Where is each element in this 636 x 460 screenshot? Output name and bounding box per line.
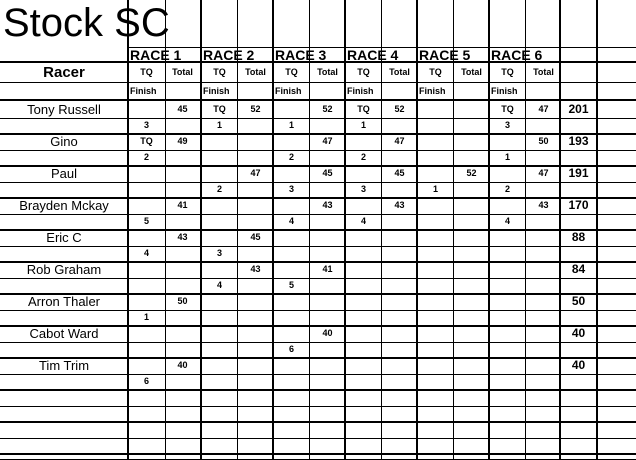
tq-cell [417,260,454,278]
tq-cell [417,356,454,374]
tq-cell [273,100,310,118]
row-gridline [0,118,636,119]
finish-cell [417,150,454,164]
race-total-cell [238,356,273,374]
row-gridline [0,214,636,215]
finish-cell: 2 [504,184,510,194]
race-total-cell: 43 [394,200,405,210]
total-column-header: Total [317,67,338,77]
race-header: RACE 3 [275,47,327,62]
total-column-header: Total [533,67,554,77]
row-gridline [0,150,636,151]
tq-cell [345,228,382,246]
race-total-cell: 52 [322,104,333,114]
finish-cell: 5 [143,216,149,226]
race-total-cell: 47 [538,168,549,178]
total-column-header: Total [389,67,410,77]
finish-cell: 2 [216,184,222,194]
race-total-cell [526,260,561,278]
finish-cell [417,374,454,388]
points-total: 84 [571,262,586,276]
tq-cell [201,292,238,310]
tq-column-header: TQ [213,67,226,77]
tq-cell [201,196,238,214]
finish-cell [273,374,310,388]
race-header: RACE 2 [203,47,255,62]
tq-cell [345,132,382,150]
tq-cell [345,292,382,310]
finish-cell: 3 [504,120,510,130]
race-total-cell [382,356,417,374]
finish-cell [201,374,238,388]
race-total-cell: 45 [394,168,405,178]
finish-column-header: Finish [275,86,302,96]
race-total-cell [382,228,417,246]
racer-name: Arron Thaler [27,293,100,309]
finish-cell: 3 [288,184,294,194]
finish-cell: 2 [143,152,149,162]
finish-cell [345,246,382,260]
tq-cell [489,164,526,182]
racer-name: Eric C [46,229,82,245]
tq-cell [417,228,454,246]
finish-cell: 1 [288,120,294,130]
tq-cell [201,228,238,246]
race-total-cell: 47 [538,104,549,114]
finish-cell: 4 [143,248,149,258]
finish-cell [201,310,238,324]
race-header: RACE 5 [419,47,471,62]
row-border-thick [0,389,636,391]
race-total-cell [526,324,561,342]
finish-cell: 4 [216,280,222,290]
finish-cell: 2 [288,152,294,162]
points-total: 191 [568,166,589,180]
racer-name: Rob Graham [26,261,102,277]
tq-cell [201,324,238,342]
finish-cell: 4 [504,216,510,226]
finish-cell: 3 [143,120,149,130]
finish-cell [128,182,165,196]
row-border-thick [0,421,636,423]
race-total-cell: 52 [250,104,261,114]
tq-cell [273,260,310,278]
finish-cell [345,310,382,324]
race-total-cell: 40 [177,360,188,370]
tq-cell [128,228,165,246]
race-total-cell [454,292,489,310]
finish-column-header: Finish [203,86,230,96]
race-total-cell [454,228,489,246]
row-gridline [0,182,636,183]
race-total-cell [454,260,489,278]
total-column-header: Total [172,67,193,77]
race-total-cell [238,324,273,342]
race-total-cell [454,324,489,342]
points-total: 201 [568,102,589,116]
race-total-cell [382,260,417,278]
finish-cell [417,310,454,324]
finish-cell [345,278,382,292]
tq-column-header: TQ [285,67,298,77]
race-total-cell [310,228,345,246]
finish-cell: 5 [288,280,294,290]
race-total-cell [382,324,417,342]
row-gridline [0,278,636,279]
row-gridline [0,406,636,407]
tq-cell [201,132,238,150]
race-total-cell [238,196,273,214]
race-header: RACE 4 [347,47,399,62]
finish-cell [273,246,310,260]
race-total-cell: 43 [538,200,549,210]
tq-cell [345,260,382,278]
finish-cell [489,246,526,260]
tq-cell: TQ [357,104,370,114]
race-total-cell [454,356,489,374]
racer-name: Cabot Ward [29,325,99,341]
race-total-cell: 49 [177,136,188,146]
race-header: RACE 1 [130,47,182,62]
tq-cell [128,100,165,118]
tq-cell [345,356,382,374]
tq-cell [417,324,454,342]
race-total-cell [238,132,273,150]
tq-column-header: TQ [357,67,370,77]
points-total: 170 [568,198,589,212]
finish-cell [128,278,165,292]
race-total-cell: 41 [322,264,333,274]
finish-column-header: Finish [347,86,374,96]
tq-cell [128,260,165,278]
finish-cell: 6 [288,344,294,354]
tq-cell [273,356,310,374]
racer-name: Tim Trim [38,357,90,373]
racer-name: Brayden Mckay [19,197,109,213]
tq-cell [489,324,526,342]
race-total-cell [238,292,273,310]
tq-cell [128,324,165,342]
finish-cell: 2 [360,152,366,162]
row-gridline [0,246,636,247]
tq-cell [273,196,310,214]
points-total: 40 [571,358,586,372]
tq-cell [489,228,526,246]
race-total-cell: 47 [322,136,333,146]
race-total-cell [526,292,561,310]
points-total: 50 [571,294,586,308]
race-total-cell: 45 [177,104,188,114]
tq-cell [489,132,526,150]
tq-cell [417,292,454,310]
tq-column-header: TQ [429,67,442,77]
tq-cell [273,324,310,342]
tq-cell: TQ [140,136,153,146]
race-total-cell: 45 [250,232,261,242]
tq-cell [489,196,526,214]
race-total-cell [454,100,489,118]
race-total-cell [454,196,489,214]
race-total-cell [165,324,200,342]
race-total-cell [526,228,561,246]
finish-cell: 1 [504,152,510,162]
finish-cell [201,214,238,228]
tq-cell [201,260,238,278]
race-total-cell: 52 [394,104,405,114]
tq-cell [201,356,238,374]
race-total-cell: 50 [538,136,549,146]
sheet-title: Stock SC [3,1,170,45]
tq-cell [489,292,526,310]
tq-cell [128,356,165,374]
row-gridline [0,438,636,439]
finish-column-header: Finish [419,86,446,96]
race-total-cell [382,292,417,310]
finish-cell [417,278,454,292]
tq-cell: TQ [213,104,226,114]
race-total-cell [454,132,489,150]
finish-cell: 6 [143,376,149,386]
tq-cell [273,292,310,310]
finish-cell: 1 [360,120,366,130]
tq-cell [417,196,454,214]
finish-cell: 1 [143,312,149,322]
finish-cell [201,342,238,356]
race-total-cell: 47 [394,136,405,146]
row-gridline [0,374,636,375]
finish-column-header: Finish [130,86,157,96]
race-total-cell [165,260,200,278]
finish-cell [417,342,454,356]
finish-cell: 3 [360,184,366,194]
row-border-thick [0,453,636,455]
tq-cell [417,164,454,182]
race-total-cell: 43 [250,264,261,274]
tq-cell [345,164,382,182]
race-total-cell: 43 [322,200,333,210]
points-total: 40 [571,326,586,340]
tq-cell [489,260,526,278]
racer-name: Tony Russell [27,101,101,117]
total-column-header: Total [461,67,482,77]
racer-name: Paul [50,165,78,181]
tq-cell [273,132,310,150]
finish-cell: 1 [216,120,222,130]
race-total-cell: 50 [177,296,188,306]
race-total-cell: 41 [177,200,188,210]
tq-column-header: TQ [140,67,153,77]
total-column-header: Total [245,67,266,77]
race-total-cell [310,292,345,310]
tq-column-header: TQ [501,67,514,77]
finish-cell [417,246,454,260]
finish-cell [128,342,165,356]
race-total-cell [310,356,345,374]
race-total-cell: 45 [322,168,333,178]
finish-column-header: Finish [491,86,518,96]
race-total-cell: 43 [177,232,188,242]
race-total-cell [526,356,561,374]
racer-name: Gino [50,133,78,149]
finish-cell [201,150,238,164]
finish-cell [489,310,526,324]
finish-cell [273,310,310,324]
race-total-cell: 47 [250,168,261,178]
row-gridline [0,342,636,343]
race-total-cell: 40 [322,328,333,338]
finish-cell [345,342,382,356]
finish-cell: 4 [288,216,294,226]
row-gridline [0,310,636,311]
finish-cell [417,214,454,228]
finish-cell [345,374,382,388]
finish-cell [489,374,526,388]
tq-cell [128,292,165,310]
tq-cell [273,164,310,182]
finish-cell [489,342,526,356]
tq-cell: TQ [501,104,514,114]
finish-cell [417,118,454,132]
race-header: RACE 6 [491,47,543,62]
tq-cell [273,228,310,246]
tq-cell [345,324,382,342]
race-total-cell [165,164,200,182]
tq-cell [489,356,526,374]
points-total: 193 [568,134,589,148]
row-gridline [0,82,636,83]
tq-cell [128,196,165,214]
finish-cell: 1 [432,184,438,194]
tq-cell [128,164,165,182]
tq-cell [417,100,454,118]
finish-cell: 3 [216,248,222,258]
finish-cell: 4 [360,216,366,226]
race-total-cell: 52 [466,168,477,178]
points-total: 88 [571,230,586,244]
tq-cell [417,132,454,150]
tq-cell [201,164,238,182]
racer-column-header: Racer [43,63,85,81]
finish-cell [489,278,526,292]
tq-cell [345,196,382,214]
